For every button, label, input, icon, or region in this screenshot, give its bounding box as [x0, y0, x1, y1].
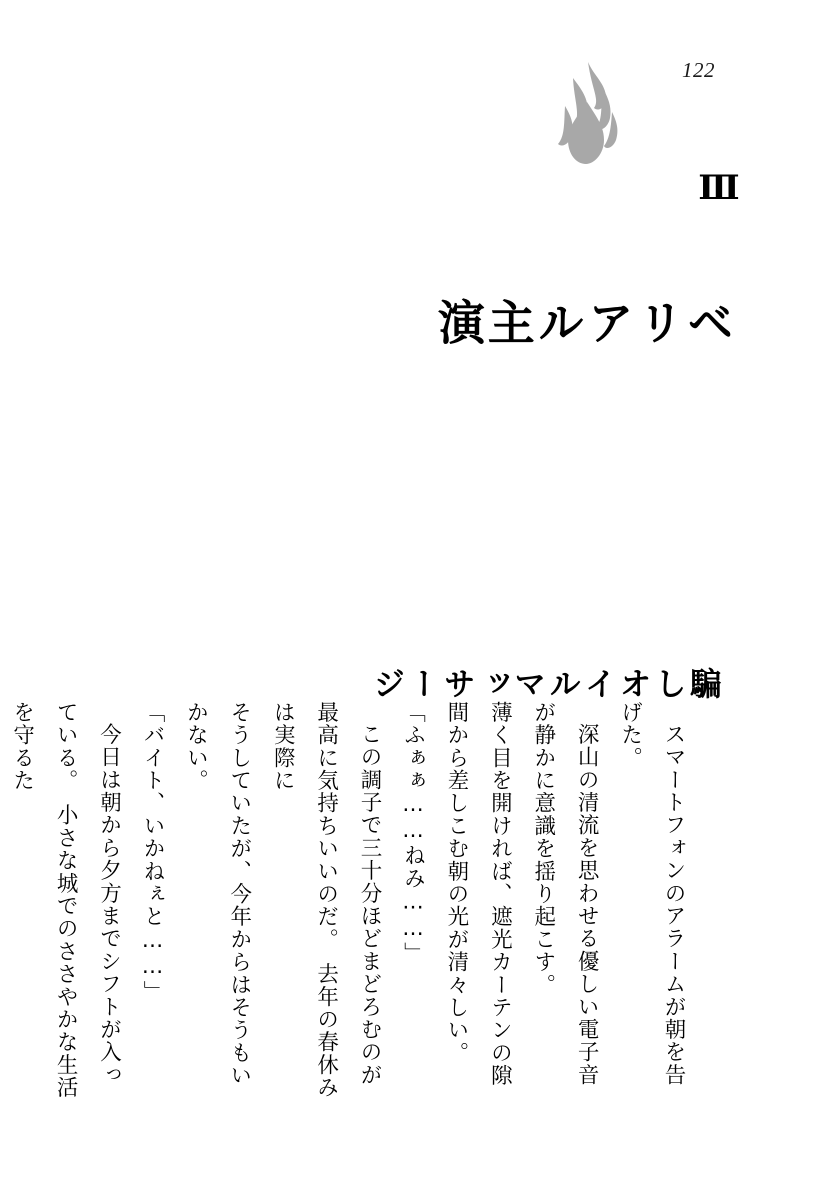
page-number: 122: [682, 58, 715, 82]
body-text: [0, 701, 695, 1104]
paragraph: 薄く目を開ければ、遮光カーテンの隙間から差しこむ朝の光が清々しい。: [443, 701, 513, 1087]
chapter-number: Ⅲ: [700, 168, 737, 210]
paragraph: そうしていたが、今年からはそうもいかない。: [183, 701, 252, 1087]
paragraph: 今日は朝から夕方までシフトが入っている。 小さな城でのささやかな生活を守るた: [9, 701, 122, 1099]
chapter-subtitle: 騙しオイルマッサージ: [368, 667, 723, 701]
chapter-heading: [369, 120, 735, 701]
paragraph: 深山の清流を思わせる優しい電子音が静かに意識を揺り起こす。: [530, 701, 600, 1086]
vertical-text-area: [9, 120, 737, 1104]
paragraph: この調子で三十分ほどまどろむのが最高に気持ちいいのだ。 去年の春休みは実際に: [270, 701, 383, 1099]
paragraph: 「ふぁぁ……ねみ……」: [400, 701, 426, 965]
paragraph: スマートフォンのアラームが朝を告げた。: [617, 701, 686, 1086]
paragraph: 「バイト、いかねぇと……」: [139, 701, 165, 1004]
chapter-title: ベリアル主演: [429, 298, 734, 347]
